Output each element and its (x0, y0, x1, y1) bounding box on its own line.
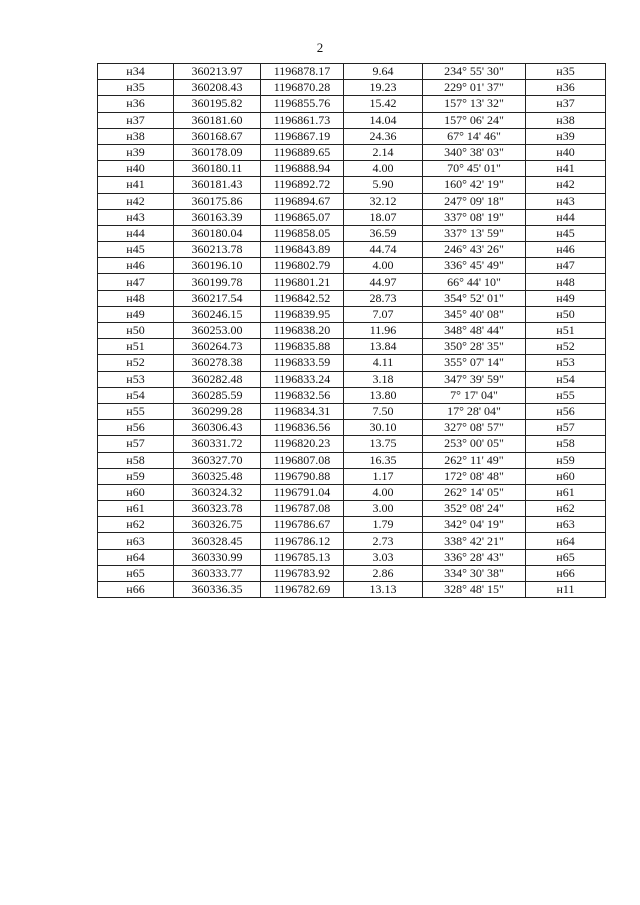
point-from-cell: н57 (98, 436, 174, 452)
distance-cell: 4.11 (344, 355, 423, 371)
y-coordinate-cell: 1196833.59 (261, 355, 344, 371)
y-coordinate-cell: 1196861.73 (261, 112, 344, 128)
y-coordinate-cell: 1196782.69 (261, 582, 344, 598)
table-row (98, 306, 606, 322)
point-to-cell: н41 (526, 161, 606, 177)
bearing-cell: 67° 14' 46" (423, 128, 526, 144)
point-to-cell: н59 (526, 452, 606, 468)
point-to-cell: н61 (526, 484, 606, 500)
bearing-cell: 157° 06' 24" (423, 112, 526, 128)
distance-cell: 32.12 (344, 193, 423, 209)
distance-cell: 1.79 (344, 517, 423, 533)
point-to-cell: н56 (526, 403, 606, 419)
distance-cell: 36.59 (344, 225, 423, 241)
y-coordinate-cell: 1196858.05 (261, 225, 344, 241)
distance-cell: 3.18 (344, 371, 423, 387)
point-to-cell: н47 (526, 258, 606, 274)
point-to-cell: н11 (526, 582, 606, 598)
point-from-cell: н58 (98, 452, 174, 468)
bearing-cell: 70° 45' 01" (423, 161, 526, 177)
x-coordinate-cell: 360326.75 (174, 517, 261, 533)
distance-cell: 13.84 (344, 339, 423, 355)
distance-cell: 13.80 (344, 387, 423, 403)
table-row (98, 96, 606, 112)
y-coordinate-cell: 1196785.13 (261, 549, 344, 565)
y-coordinate-cell: 1196878.17 (261, 64, 344, 80)
bearing-cell: 342° 04' 19" (423, 517, 526, 533)
point-from-cell: н54 (98, 387, 174, 403)
point-to-cell: н40 (526, 144, 606, 160)
distance-cell: 30.10 (344, 420, 423, 436)
bearing-cell: 157° 13' 32" (423, 96, 526, 112)
table-row (98, 144, 606, 160)
point-to-cell: н38 (526, 112, 606, 128)
y-coordinate-cell: 1196833.24 (261, 371, 344, 387)
x-coordinate-cell: 360181.43 (174, 177, 261, 193)
table-row (98, 161, 606, 177)
point-to-cell: н36 (526, 80, 606, 96)
table-row (98, 274, 606, 290)
x-coordinate-cell: 360325.48 (174, 468, 261, 484)
y-coordinate-cell: 1196842.52 (261, 290, 344, 306)
x-coordinate-cell: 360180.11 (174, 161, 261, 177)
distance-cell: 4.00 (344, 258, 423, 274)
distance-cell: 5.90 (344, 177, 423, 193)
bearing-cell: 336° 28' 43" (423, 549, 526, 565)
bearing-cell: 340° 38' 03" (423, 144, 526, 160)
point-from-cell: н46 (98, 258, 174, 274)
x-coordinate-cell: 360282.48 (174, 371, 261, 387)
point-to-cell: н49 (526, 290, 606, 306)
y-coordinate-cell: 1196867.19 (261, 128, 344, 144)
table-row (98, 128, 606, 144)
y-coordinate-cell: 1196865.07 (261, 209, 344, 225)
point-from-cell: н45 (98, 242, 174, 258)
point-from-cell: н52 (98, 355, 174, 371)
point-to-cell: н43 (526, 193, 606, 209)
x-coordinate-cell: 360253.00 (174, 323, 261, 339)
table-row (98, 452, 606, 468)
table-row (98, 64, 606, 80)
y-coordinate-cell: 1196855.76 (261, 96, 344, 112)
y-coordinate-cell: 1196839.95 (261, 306, 344, 322)
y-coordinate-cell: 1196870.28 (261, 80, 344, 96)
table-row (98, 371, 606, 387)
x-coordinate-cell: 360333.77 (174, 565, 261, 581)
x-coordinate-cell: 360327.70 (174, 452, 261, 468)
point-from-cell: н60 (98, 484, 174, 500)
x-coordinate-cell: 360180.04 (174, 225, 261, 241)
x-coordinate-cell: 360324.32 (174, 484, 261, 500)
x-coordinate-cell: 360278.38 (174, 355, 261, 371)
y-coordinate-cell: 1196786.12 (261, 533, 344, 549)
y-coordinate-cell: 1196832.56 (261, 387, 344, 403)
y-coordinate-cell: 1196783.92 (261, 565, 344, 581)
bearing-cell: 247° 09' 18" (423, 193, 526, 209)
point-from-cell: н64 (98, 549, 174, 565)
bearing-cell: 253° 00' 05" (423, 436, 526, 452)
x-coordinate-cell: 360196.10 (174, 258, 261, 274)
table-row (98, 565, 606, 581)
distance-cell: 14.04 (344, 112, 423, 128)
y-coordinate-cell: 1196786.67 (261, 517, 344, 533)
y-coordinate-cell: 1196801.21 (261, 274, 344, 290)
distance-cell: 44.74 (344, 242, 423, 258)
y-coordinate-cell: 1196807.08 (261, 452, 344, 468)
point-from-cell: н56 (98, 420, 174, 436)
point-to-cell: н48 (526, 274, 606, 290)
bearing-cell: 327° 08' 57" (423, 420, 526, 436)
x-coordinate-cell: 360336.35 (174, 582, 261, 598)
bearing-cell: 352° 08' 24" (423, 501, 526, 517)
point-to-cell: н58 (526, 436, 606, 452)
bearing-cell: 262° 11' 49" (423, 452, 526, 468)
table-row (98, 436, 606, 452)
point-from-cell: н40 (98, 161, 174, 177)
bearing-cell: 347° 39' 59" (423, 371, 526, 387)
table-row (98, 549, 606, 565)
table-row (98, 112, 606, 128)
table-row (98, 582, 606, 598)
distance-cell: 15.42 (344, 96, 423, 112)
table-row (98, 242, 606, 258)
x-coordinate-cell: 360328.45 (174, 533, 261, 549)
x-coordinate-cell: 360331.72 (174, 436, 261, 452)
y-coordinate-cell: 1196787.08 (261, 501, 344, 517)
table-row (98, 468, 606, 484)
point-to-cell: н55 (526, 387, 606, 403)
distance-cell: 3.03 (344, 549, 423, 565)
x-coordinate-cell: 360299.28 (174, 403, 261, 419)
point-from-cell: н42 (98, 193, 174, 209)
distance-cell: 2.86 (344, 565, 423, 581)
bearing-cell: 229° 01' 37" (423, 80, 526, 96)
point-to-cell: н66 (526, 565, 606, 581)
y-coordinate-cell: 1196838.20 (261, 323, 344, 339)
distance-cell: 2.14 (344, 144, 423, 160)
point-from-cell: н36 (98, 96, 174, 112)
x-coordinate-cell: 360264.73 (174, 339, 261, 355)
bearing-cell: 262° 14' 05" (423, 484, 526, 500)
bearing-cell: 17° 28' 04" (423, 403, 526, 419)
y-coordinate-cell: 1196834.31 (261, 403, 344, 419)
point-from-cell: н63 (98, 533, 174, 549)
x-coordinate-cell: 360208.43 (174, 80, 261, 96)
point-to-cell: н63 (526, 517, 606, 533)
x-coordinate-cell: 360306.43 (174, 420, 261, 436)
point-to-cell: н37 (526, 96, 606, 112)
table-row (98, 484, 606, 500)
point-to-cell: н46 (526, 242, 606, 258)
distance-cell: 24.36 (344, 128, 423, 144)
table-row (98, 225, 606, 241)
y-coordinate-cell: 1196836.56 (261, 420, 344, 436)
point-from-cell: н39 (98, 144, 174, 160)
y-coordinate-cell: 1196802.79 (261, 258, 344, 274)
point-from-cell: н62 (98, 517, 174, 533)
point-from-cell: н53 (98, 371, 174, 387)
table-row (98, 517, 606, 533)
bearing-cell: 66° 44' 10" (423, 274, 526, 290)
point-to-cell: н64 (526, 533, 606, 549)
table-row (98, 420, 606, 436)
distance-cell: 1.17 (344, 468, 423, 484)
y-coordinate-cell: 1196888.94 (261, 161, 344, 177)
x-coordinate-cell: 360163.39 (174, 209, 261, 225)
bearing-cell: 348° 48' 44" (423, 323, 526, 339)
table-row (98, 403, 606, 419)
point-to-cell: н62 (526, 501, 606, 517)
coordinates-table (97, 63, 606, 598)
point-to-cell: н44 (526, 209, 606, 225)
table-row (98, 193, 606, 209)
bearing-cell: 338° 42' 21" (423, 533, 526, 549)
y-coordinate-cell: 1196889.65 (261, 144, 344, 160)
y-coordinate-cell: 1196894.67 (261, 193, 344, 209)
point-from-cell: н61 (98, 501, 174, 517)
point-from-cell: н48 (98, 290, 174, 306)
table-row (98, 501, 606, 517)
point-from-cell: н66 (98, 582, 174, 598)
point-to-cell: н35 (526, 64, 606, 80)
distance-cell: 28.73 (344, 290, 423, 306)
bearing-cell: 336° 45' 49" (423, 258, 526, 274)
point-to-cell: н45 (526, 225, 606, 241)
x-coordinate-cell: 360178.09 (174, 144, 261, 160)
point-from-cell: н65 (98, 565, 174, 581)
table-row (98, 533, 606, 549)
point-from-cell: н44 (98, 225, 174, 241)
point-from-cell: н59 (98, 468, 174, 484)
bearing-cell: 350° 28' 35" (423, 339, 526, 355)
point-to-cell: н57 (526, 420, 606, 436)
x-coordinate-cell: 360175.86 (174, 193, 261, 209)
bearing-cell: 337° 08' 19" (423, 209, 526, 225)
point-to-cell: н60 (526, 468, 606, 484)
point-to-cell: н53 (526, 355, 606, 371)
point-from-cell: н34 (98, 64, 174, 80)
distance-cell: 4.00 (344, 161, 423, 177)
bearing-cell: 345° 40' 08" (423, 306, 526, 322)
distance-cell: 16.35 (344, 452, 423, 468)
x-coordinate-cell: 360285.59 (174, 387, 261, 403)
distance-cell: 2.73 (344, 533, 423, 549)
x-coordinate-cell: 360195.82 (174, 96, 261, 112)
point-to-cell: н65 (526, 549, 606, 565)
x-coordinate-cell: 360168.67 (174, 128, 261, 144)
distance-cell: 4.00 (344, 484, 423, 500)
bearing-cell: 7° 17' 04" (423, 387, 526, 403)
point-to-cell: н50 (526, 306, 606, 322)
point-from-cell: н47 (98, 274, 174, 290)
distance-cell: 11.96 (344, 323, 423, 339)
point-from-cell: н55 (98, 403, 174, 419)
y-coordinate-cell: 1196791.04 (261, 484, 344, 500)
point-from-cell: н50 (98, 323, 174, 339)
bearing-cell: 234° 55' 30" (423, 64, 526, 80)
page-number: 2 (316, 40, 324, 55)
x-coordinate-cell: 360323.78 (174, 501, 261, 517)
bearing-cell: 354° 52' 01" (423, 290, 526, 306)
bearing-cell: 172° 08' 48" (423, 468, 526, 484)
distance-cell: 19.23 (344, 80, 423, 96)
bearing-cell: 355° 07' 14" (423, 355, 526, 371)
point-from-cell: н37 (98, 112, 174, 128)
x-coordinate-cell: 360181.60 (174, 112, 261, 128)
point-to-cell: н54 (526, 371, 606, 387)
x-coordinate-cell: 360330.99 (174, 549, 261, 565)
table-row (98, 323, 606, 339)
table-row (98, 339, 606, 355)
x-coordinate-cell: 360199.78 (174, 274, 261, 290)
point-to-cell: н51 (526, 323, 606, 339)
point-to-cell: н52 (526, 339, 606, 355)
distance-cell: 7.50 (344, 403, 423, 419)
bearing-cell: 160° 42' 19" (423, 177, 526, 193)
point-from-cell: н49 (98, 306, 174, 322)
point-from-cell: н41 (98, 177, 174, 193)
y-coordinate-cell: 1196843.89 (261, 242, 344, 258)
point-from-cell: н51 (98, 339, 174, 355)
bearing-cell: 328° 48' 15" (423, 582, 526, 598)
table-row (98, 355, 606, 371)
table-row (98, 80, 606, 96)
bearing-cell: 246° 43' 26" (423, 242, 526, 258)
distance-cell: 9.64 (344, 64, 423, 80)
distance-cell: 13.13 (344, 582, 423, 598)
x-coordinate-cell: 360246.15 (174, 306, 261, 322)
table-row (98, 177, 606, 193)
table-row (98, 209, 606, 225)
table-row (98, 290, 606, 306)
distance-cell: 13.75 (344, 436, 423, 452)
distance-cell: 44.97 (344, 274, 423, 290)
coordinates-table-body (98, 64, 606, 598)
y-coordinate-cell: 1196790.88 (261, 468, 344, 484)
point-from-cell: н43 (98, 209, 174, 225)
x-coordinate-cell: 360217.54 (174, 290, 261, 306)
distance-cell: 3.00 (344, 501, 423, 517)
table-row (98, 387, 606, 403)
point-to-cell: н42 (526, 177, 606, 193)
bearing-cell: 334° 30' 38" (423, 565, 526, 581)
point-from-cell: н38 (98, 128, 174, 144)
x-coordinate-cell: 360213.97 (174, 64, 261, 80)
point-to-cell: н39 (526, 128, 606, 144)
distance-cell: 7.07 (344, 306, 423, 322)
x-coordinate-cell: 360213.78 (174, 242, 261, 258)
y-coordinate-cell: 1196835.88 (261, 339, 344, 355)
bearing-cell: 337° 13' 59" (423, 225, 526, 241)
table-row (98, 258, 606, 274)
y-coordinate-cell: 1196892.72 (261, 177, 344, 193)
distance-cell: 18.07 (344, 209, 423, 225)
point-from-cell: н35 (98, 80, 174, 96)
y-coordinate-cell: 1196820.23 (261, 436, 344, 452)
